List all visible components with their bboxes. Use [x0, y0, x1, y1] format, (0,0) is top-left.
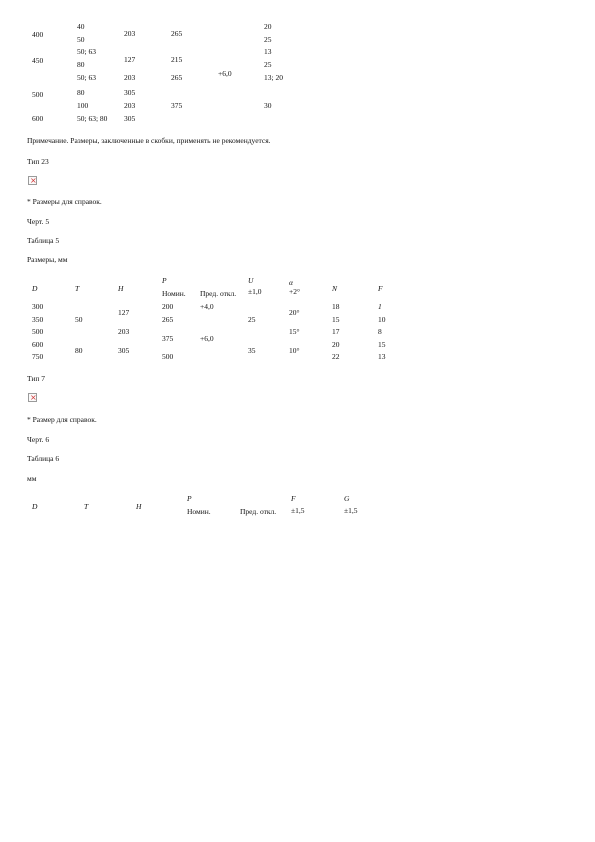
header-deviation: Пред. откл.	[240, 507, 277, 516]
cell-deviation: +4,0	[200, 302, 214, 311]
header-alpha-tolerance: +2°	[289, 287, 300, 296]
figure-caption-5: Черт. 5	[27, 217, 50, 226]
cell-p: 500	[162, 352, 174, 361]
header-g: G	[344, 494, 350, 503]
header-n: N	[332, 284, 338, 293]
units-label: мм	[27, 474, 37, 483]
cell-alpha: 15°	[289, 327, 300, 336]
header-nominal: Номин.	[187, 507, 211, 516]
cell-f: 30	[264, 101, 272, 110]
cell-f: 25	[264, 60, 272, 69]
cell-f: 1	[378, 302, 382, 311]
cell-deviation: +6,0	[200, 334, 214, 343]
header-t: T	[84, 502, 89, 511]
cell-t: 100	[77, 101, 89, 110]
header-f: F	[378, 284, 383, 293]
header-t: T	[75, 284, 80, 293]
cell-t: 80	[75, 346, 83, 355]
figure-caption-6: Черт. 6	[27, 435, 50, 444]
cell-tolerance: +6,0	[218, 69, 232, 78]
units-label: Размеры, мм	[27, 255, 68, 264]
cell-t: 50; 63	[77, 47, 96, 56]
header-h: H	[136, 502, 142, 511]
cell-p: 265	[171, 73, 183, 82]
cell-p: 265	[162, 315, 174, 324]
header-d: D	[32, 284, 38, 293]
table-title-6: Таблица 6	[27, 454, 60, 463]
cell-h: 203	[118, 327, 130, 336]
cell-f: 8	[378, 327, 382, 336]
type23-heading: Тип 23	[27, 157, 49, 166]
cell-f: 10	[378, 315, 386, 324]
cell-h: 305	[124, 114, 136, 123]
cell-n: 22	[332, 352, 340, 361]
cell-u: 35	[248, 346, 256, 355]
cell-p: 200	[162, 302, 174, 311]
cell-t: 80	[77, 60, 85, 69]
header-p: P	[187, 494, 192, 503]
footnote-reference-sizes: * Размеры для справок.	[27, 197, 102, 206]
note-text: Примечание. Размеры, заключенные в скобки, применять не рекомендуется.	[27, 136, 271, 145]
cell-f: 20	[264, 22, 272, 31]
header-f-tolerance: ±1,5	[291, 506, 305, 515]
header-d: D	[32, 502, 38, 511]
broken-image-icon: ×	[30, 393, 37, 402]
cell-t: 50; 63; 80	[77, 114, 108, 123]
cell-n: 20	[332, 340, 340, 349]
footnote-reference-size: * Размер для справок.	[27, 415, 97, 424]
header-deviation: Пред. откл.	[200, 289, 237, 298]
cell-h: 127	[124, 55, 136, 64]
cell-d: 400	[32, 30, 44, 39]
cell-h: 203	[124, 73, 136, 82]
cell-p: 265	[171, 29, 183, 38]
cell-h: 127	[118, 308, 130, 317]
cell-t: 50	[77, 35, 85, 44]
table-title-5: Таблица 5	[27, 236, 60, 245]
cell-h: 305	[124, 88, 136, 97]
cell-u: 25	[248, 315, 256, 324]
header-h: H	[118, 284, 124, 293]
cell-d: 600	[32, 114, 44, 123]
cell-d: 600	[32, 340, 44, 349]
cell-p: 375	[162, 334, 174, 343]
header-nominal: Номин.	[162, 289, 186, 298]
cell-alpha: 20°	[289, 308, 300, 317]
type7-heading: Тип 7	[27, 374, 46, 383]
cell-f: 13	[264, 47, 272, 56]
cell-f: 13; 20	[264, 73, 283, 82]
broken-image-icon: ×	[30, 176, 37, 185]
cell-d: 500	[32, 90, 44, 99]
cell-alpha: 10°	[289, 346, 300, 355]
cell-t: 80	[77, 88, 85, 97]
cell-d: 750	[32, 352, 44, 361]
header-u-tolerance: ±1,0	[248, 287, 262, 296]
cell-f: 15	[378, 340, 386, 349]
cell-h: 203	[124, 29, 136, 38]
cell-t: 50; 63	[77, 73, 96, 82]
cell-n: 18	[332, 302, 340, 311]
header-f: F	[291, 494, 296, 503]
header-p: P	[162, 276, 167, 285]
header-alpha: α	[289, 278, 293, 287]
cell-d: 350	[32, 315, 44, 324]
cell-n: 15	[332, 315, 340, 324]
cell-h: 305	[118, 346, 130, 355]
header-u: U	[248, 276, 254, 285]
cell-h: 203	[124, 101, 136, 110]
cell-t: 40	[77, 22, 85, 31]
cell-d: 300	[32, 302, 44, 311]
cell-p: 375	[171, 101, 183, 110]
cell-d: 500	[32, 327, 44, 336]
cell-f: 25	[264, 35, 272, 44]
cell-d: 450	[32, 56, 44, 65]
header-g-tolerance: ±1,5	[344, 506, 358, 515]
cell-t: 50	[75, 315, 83, 324]
cell-p: 215	[171, 55, 183, 64]
cell-f: 13	[378, 352, 386, 361]
cell-n: 17	[332, 327, 340, 336]
